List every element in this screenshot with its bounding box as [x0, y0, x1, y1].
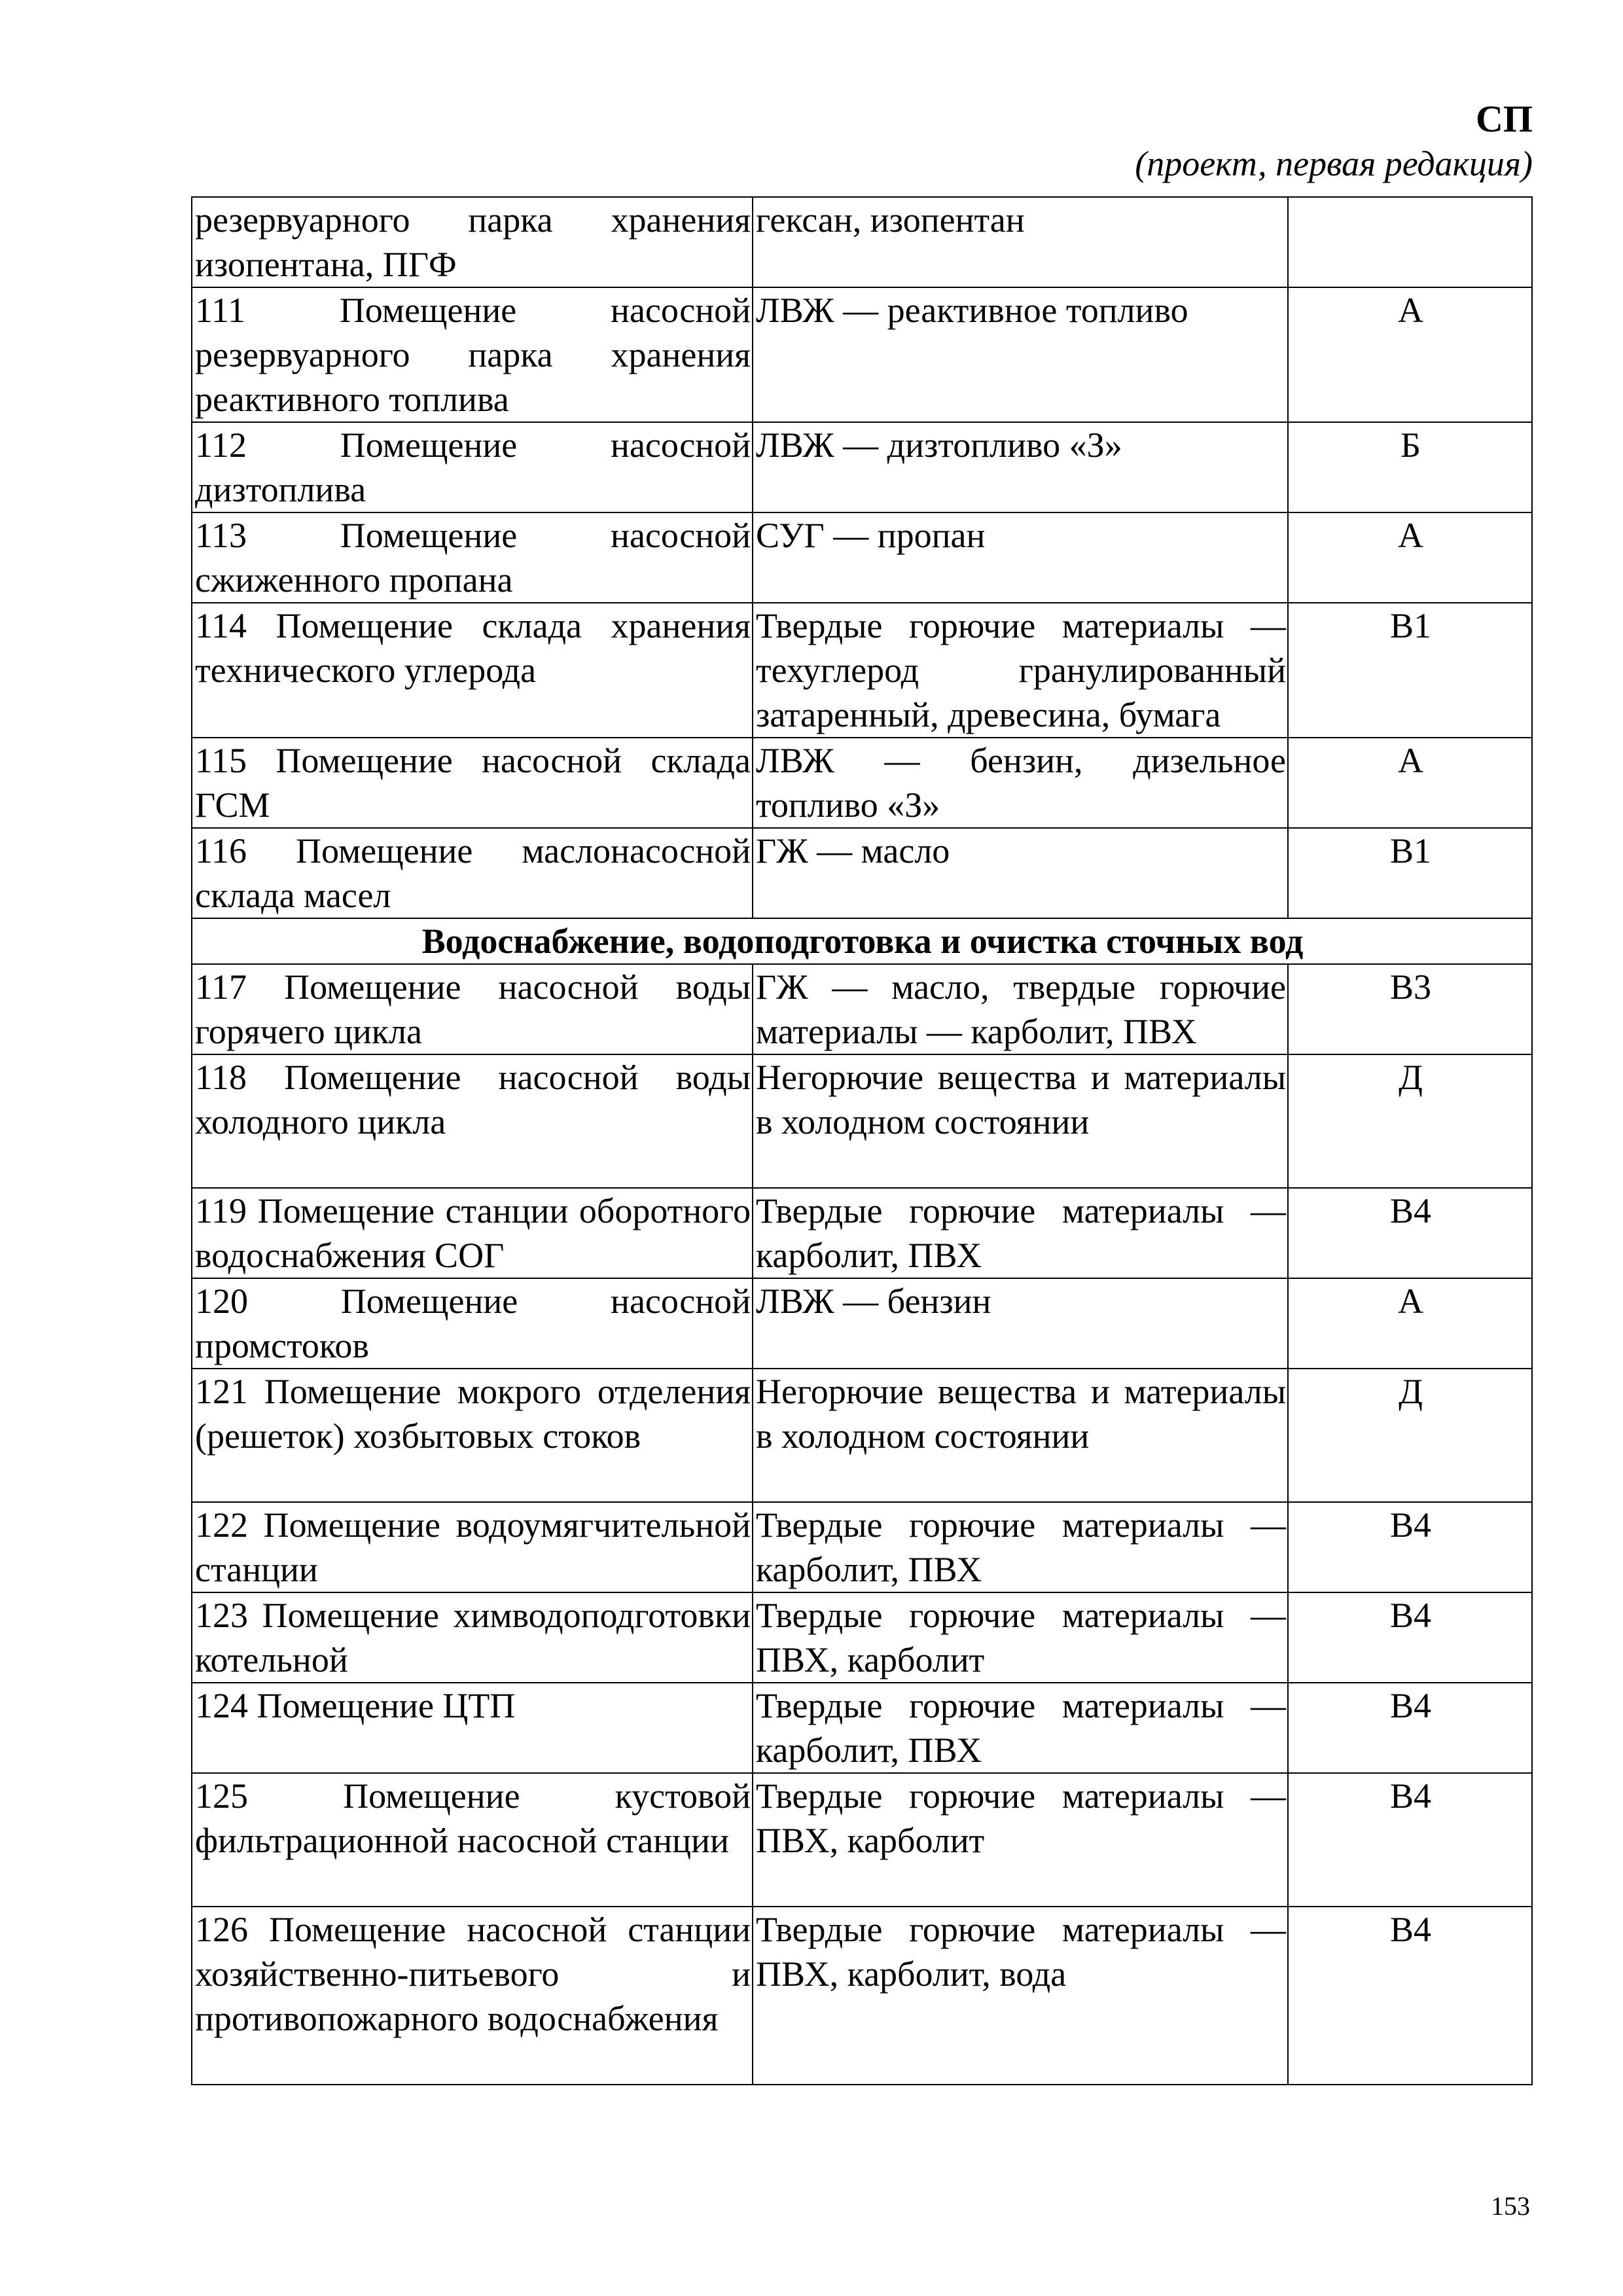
table-row	[192, 1278, 1532, 1369]
room-name-cell: резервуарного парка хранения изопентана, ПГФ	[192, 197, 753, 287]
category-cell: В4	[1288, 1683, 1532, 1773]
room-category-table	[191, 196, 1533, 2085]
room-name-cell: 121 Помещение мокрого отделения (решеток) хозбытовых стоков	[192, 1369, 753, 1502]
category-cell: В1	[1288, 828, 1532, 918]
substance-cell: Негорючие вещества и материалы в холодном состоянии	[753, 1369, 1288, 1502]
category-cell: А	[1288, 738, 1532, 828]
category-cell: В4	[1288, 1188, 1532, 1278]
substance-cell: СУГ — пропан	[753, 512, 1288, 603]
substance-cell: гексан, изопентан	[753, 197, 1288, 287]
substance-cell: Твердые горючие материалы — карболит, ПВХ	[753, 1188, 1288, 1278]
category-cell: В1	[1288, 603, 1532, 738]
room-name-cell: 117 Помещение насосной воды горячего цикла	[192, 964, 753, 1054]
substance-cell: Твердые горючие материалы — карболит, ПВХ	[753, 1683, 1288, 1773]
table-row	[192, 738, 1532, 828]
room-name-cell: 125 Помещение кустовой фильтрационной насосной станции	[192, 1773, 753, 1907]
room-name-cell: 118 Помещение насосной воды холодного цикла	[192, 1054, 753, 1188]
table-row	[192, 828, 1532, 918]
substance-cell: ЛВЖ — реактивное топливо	[753, 287, 1288, 422]
page-number: 153	[1491, 2191, 1530, 2221]
substance-cell: Негорючие вещества и материалы в холодном состоянии	[753, 1054, 1288, 1188]
table-row	[192, 603, 1532, 738]
table-row	[192, 1773, 1532, 1907]
category-cell: Д	[1288, 1054, 1532, 1188]
table-row	[192, 1502, 1532, 1592]
category-cell: В4	[1288, 1502, 1532, 1592]
room-name-cell: 120 Помещение насосной промстоков	[192, 1278, 753, 1369]
room-name-cell: 119 Помещение станции оборотного водоснабжения СОГ	[192, 1188, 753, 1278]
room-name-cell: 124 Помещение ЦТП	[192, 1683, 753, 1773]
room-name-cell: 113 Помещение насосной сжиженного пропана	[192, 512, 753, 603]
room-name-cell: 122 Помещение водоумягчительной станции	[192, 1502, 753, 1592]
category-cell: Д	[1288, 1369, 1532, 1502]
table-row	[192, 422, 1532, 512]
room-name-cell: 112 Помещение насосной дизтоплива	[192, 422, 753, 512]
table-row	[192, 964, 1532, 1054]
substance-cell: ГЖ — масло, твердые горючие материалы — карболит, ПВХ	[753, 964, 1288, 1054]
category-cell: В4	[1288, 1773, 1532, 1907]
section-title: Водоснабжение, водоподготовка и очистка сточных вод	[192, 918, 1532, 964]
room-name-cell: 115 Помещение насосной склада ГСМ	[192, 738, 753, 828]
table-row	[192, 1369, 1532, 1502]
room-name-cell: 123 Помещение химводоподготовки котельной	[192, 1592, 753, 1683]
header-code: СП	[1476, 98, 1533, 140]
substance-cell: Твердые горючие материалы — карболит, ПВХ	[753, 1502, 1288, 1592]
substance-cell: Твердые горючие материалы — ПВХ, карболит, вода	[753, 1907, 1288, 2085]
category-cell: А	[1288, 1278, 1532, 1369]
room-name-cell: 116 Помещение маслонасосной склада масел	[192, 828, 753, 918]
substance-cell: Твердые горючие материалы — ПВХ, карболит	[753, 1592, 1288, 1683]
substance-cell: ЛВЖ — бензин, дизельное топливо «З»	[753, 738, 1288, 828]
table-row	[192, 287, 1532, 422]
table-row	[192, 1592, 1532, 1683]
category-cell: А	[1288, 512, 1532, 603]
category-cell	[1288, 197, 1532, 287]
table-row	[192, 1683, 1532, 1773]
category-cell: А	[1288, 287, 1532, 422]
substance-cell: ЛВЖ — бензин	[753, 1278, 1288, 1369]
substance-cell: ЛВЖ — дизтопливо «З»	[753, 422, 1288, 512]
table-row	[192, 1188, 1532, 1278]
category-cell: Б	[1288, 422, 1532, 512]
category-cell: В4	[1288, 1592, 1532, 1683]
section-row	[192, 918, 1532, 964]
table-row	[192, 197, 1532, 287]
substance-cell: Твердые горючие материалы — техуглерод гранулированный затаренный, древесина, бумага	[753, 603, 1288, 738]
room-name-cell: 114 Помещение склада хранения технического углерода	[192, 603, 753, 738]
substance-cell: Твердые горючие материалы — ПВХ, карболит	[753, 1773, 1288, 1907]
header-subtitle: (проект, первая редакция)	[1135, 144, 1533, 183]
category-cell: В3	[1288, 964, 1532, 1054]
room-name-cell: 126 Помещение насосной станции хозяйственно-питьевого и противопожарного водоснабжения	[192, 1907, 753, 2085]
table-row	[192, 1907, 1532, 2085]
substance-cell: ГЖ — масло	[753, 828, 1288, 918]
category-cell: В4	[1288, 1907, 1532, 2085]
table-row	[192, 1054, 1532, 1188]
room-name-cell: 111 Помещение насосной резервуарного парка хранения реактивного топлива	[192, 287, 753, 422]
table-row	[192, 512, 1532, 603]
